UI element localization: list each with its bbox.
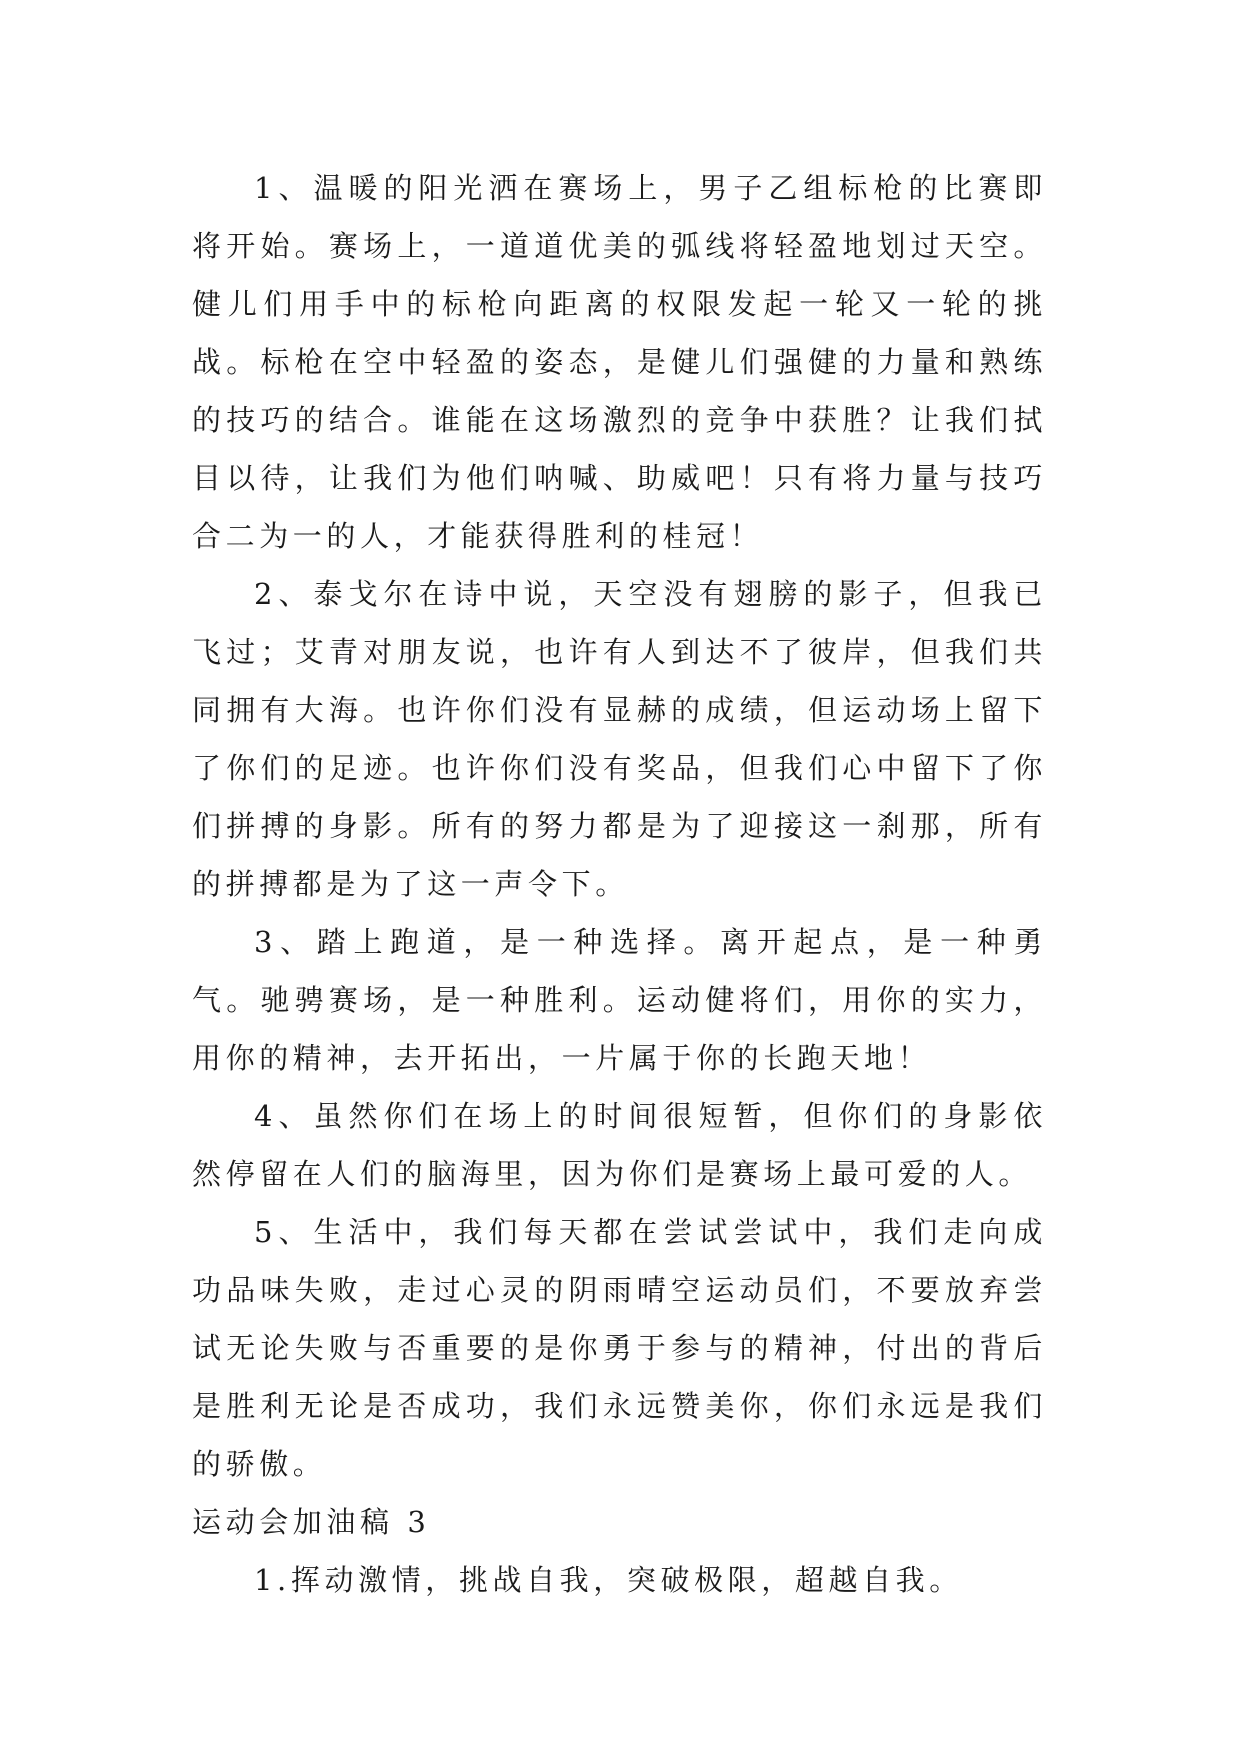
paragraph-4: 4、虽然你们在场上的时间很短暂，但你们的身影依然停留在人们的脑海里，因为你们是赛场上最可爱的人。	[192, 1099, 1047, 1191]
section-heading: 运动会加油稿 3	[192, 1505, 431, 1539]
paragraph-1: 1、温暖的阳光洒在赛场上，男子乙组标枪的比赛即将开始。赛场上，一道道优美的弧线将轻盈地划过天空。健儿们用手中的标枪向距离的权限发起一轮又一轮的挑战。标枪在空中轻盈的姿态，是健儿们强健的力量和熟练的技巧的结合。谁能在这场激烈的竞争中获胜？让我们拭目以待，让我们为他们呐喊、助威吧！只有将力量与技巧合二为一的人，才能获得胜利的桂冠！	[192, 171, 1047, 553]
section-paragraph-1: 1.挥动激情，挑战自我，突破极限，超越自我。	[254, 1563, 963, 1597]
document-body	[192, 159, 1047, 1609]
paragraph-2: 2、泰戈尔在诗中说，天空没有翅膀的影子，但我已飞过；艾青对朋友说，也许有人到达不了彼岸，但我们共同拥有大海。也许你们没有显赫的成绩，但运动场上留下了你们的足迹。也许你们没有奖品，但我们心中留下了你们拼搏的身影。所有的努力都是为了迎接这一刹那，所有的拼搏都是为了这一声令下。	[192, 577, 1047, 901]
paragraph-5: 5、生活中，我们每天都在尝试尝试中，我们走向成功品味失败，走过心灵的阴雨晴空运动员们，不要放弃尝试无论失败与否重要的是你勇于参与的精神，付出的背后是胜利无论是否成功，我们永远赞美你，你们永远是我们的骄傲。	[192, 1215, 1047, 1481]
paragraph-3: 3、踏上跑道，是一种选择。离开起点，是一种勇气。驰骋赛场，是一种胜利。运动健将们，用你的实力，用你的精神，去开拓出，一片属于你的长跑天地！	[192, 925, 1047, 1075]
